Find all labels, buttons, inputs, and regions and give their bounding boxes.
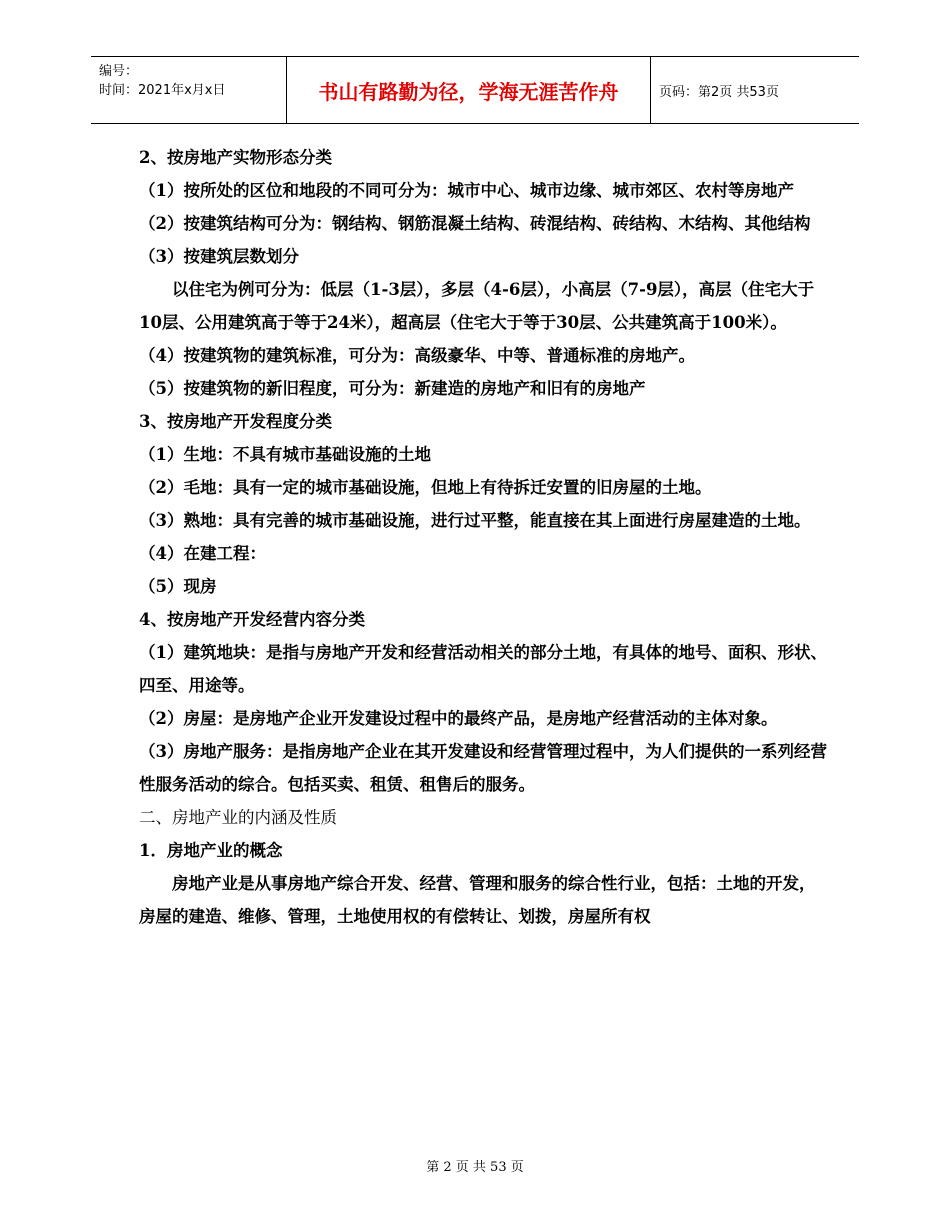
section-heading-development-degree: 3、按房地产开发程度分类 — [139, 412, 332, 431]
list-item-floors: （3）按建筑层数划分 — [139, 247, 299, 266]
list-item-structure: （2）按建筑结构可分为：钢结构、钢筋混凝土结构、砖混结构、砖结构、木结构、其他结构 — [139, 214, 811, 233]
document-body — [139, 141, 827, 933]
list-item-completed-housing: （5）现房 — [139, 577, 217, 596]
list-item-building-plot: （1）建筑地块：是指与房地产开发和经营活动相关的部分土地，有具体的地号、面积、形状、四至、用途等。 — [139, 643, 827, 695]
list-item-housing: （2）房屋：是房地产企业开发建设过程中的最终产品，是房地产经营活动的主体对象。 — [139, 709, 778, 728]
list-item-rough-land: （2）毛地：具有一定的城市基础设施，但地上有待拆迁安置的旧房屋的土地。 — [139, 478, 712, 497]
list-item-raw-land: （1）生地：不具有城市基础设施的土地 — [139, 445, 431, 464]
page-footer: 第 2 页 共 53 页 — [426, 1160, 524, 1175]
header-meta-cell — [91, 57, 286, 123]
header-page-info: 页码：第2页 共53页 — [659, 84, 779, 100]
list-item-developed-land: （3）熟地：具有完善的城市基础设施，进行过平整，能直接在其上面进行房屋建造的土地。 — [139, 511, 811, 530]
list-item-standard: （4）按建筑物的建筑标准，可分为：高级豪华、中等、普通标准的房地产。 — [139, 346, 695, 365]
list-item-age: （5）按建筑物的新旧程度，可分为：新建造的房地产和旧有的房地产 — [139, 379, 646, 398]
section-heading-physical-form: 2、按房地产实物形态分类 — [139, 148, 332, 167]
list-item-location: （1）按所处的区位和地段的不同可分为：城市中心、城市边缘、城市郊区、农村等房地产 — [139, 181, 794, 200]
document-date-label: 时间：2021年x月x日 — [99, 83, 226, 98]
page-header — [91, 56, 859, 124]
header-motto: 书山有路勤为径，学海无涯苦作舟 — [318, 79, 619, 104]
list-item-services: （3）房地产服务：是指房地产企业在其开发建设和经营管理过程中，为人们提供的一系列经营性服务活动的综合。包括买卖、租赁、租售后的服务。 — [139, 742, 827, 794]
section-heading-business-content: 4、按房地产开发经营内容分类 — [139, 610, 365, 629]
section-heading-industry-concept: 1．房地产业的概念 — [139, 841, 283, 860]
chapter-heading-industry: 二、房地产业的内涵及性质 — [139, 808, 337, 827]
paragraph-floors-detail: 以住宅为例可分为：低层（1-3层），多层（4-6层），小高层（7-9层），高层（住宅大于10层、公用建筑高于等于24米），超高层（住宅大于等于30层、公共建筑高于100米）。 — [139, 280, 815, 332]
header-page-cell — [650, 57, 859, 123]
list-item-under-construction: （4）在建工程： — [139, 544, 266, 563]
document-number-label: 编号： — [99, 64, 139, 79]
paragraph-industry-concept: 房地产业是从事房地产综合开发、经营、管理和服务的综合性行业，包括：土地的开发，房屋的建造、维修、管理，土地使用权的有偿转让、划拨，房屋所有权 — [139, 874, 816, 926]
header-motto-cell — [286, 57, 651, 123]
